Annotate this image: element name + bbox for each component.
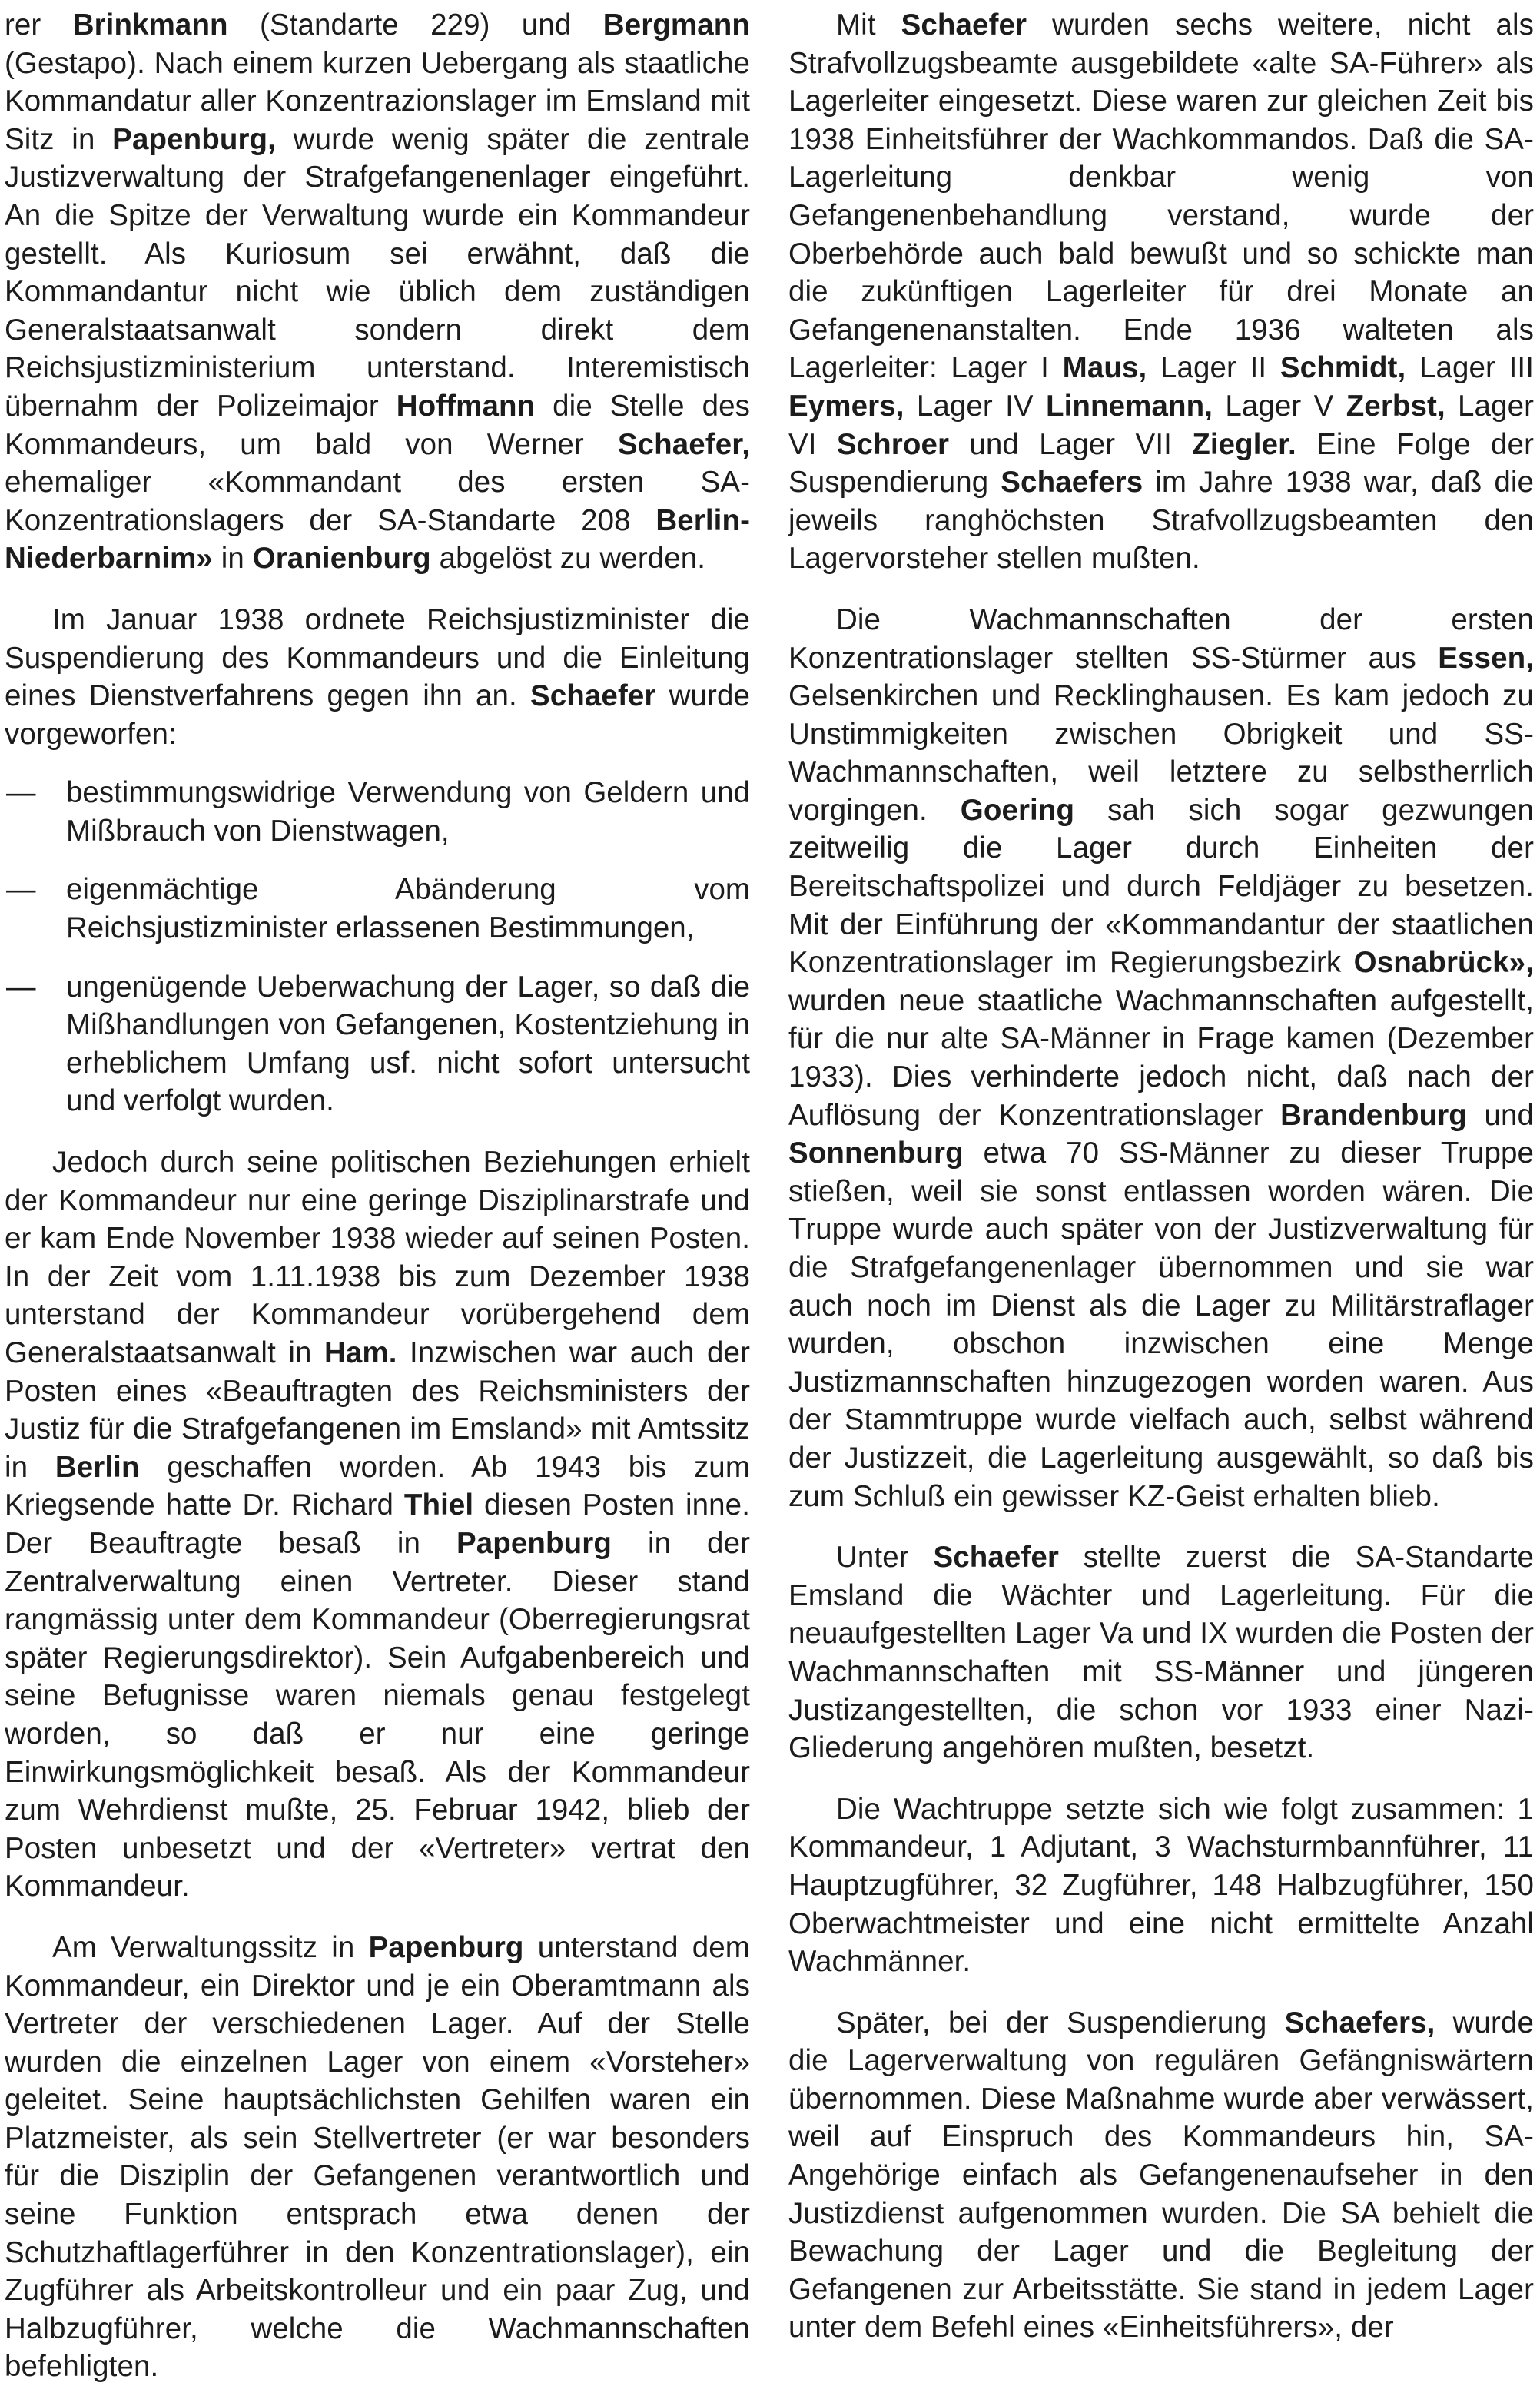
text-run: wurden neue staatliche Wachmannschaften aufgestellt, für die nur alte SA-Männer in Frage kamen (Dezember 1933). Dies verhinderte jedoch nicht, daß nach der Auflösung der Konzentrationslager xyxy=(788,984,1534,1132)
bold-name-run: Essen, xyxy=(1438,641,1534,675)
text-run: im Jahre 1938 war, daß die jeweils ranghöchsten Strafvollzugsbeamten den Lagervorsteher stellen mußten. xyxy=(788,466,1534,576)
bold-name-run: Papenburg xyxy=(456,1526,612,1560)
bold-name-run: Sonnenburg xyxy=(788,1137,964,1170)
text-run: Lager IV xyxy=(904,389,1046,423)
text-run: stellte zuerst die SA-Standarte Emsland die Wächter und Lagerleitung. Für die neuaufgestellten Lager Va und IX wurden die Posten der Wachmannschaften mit SS-Männer und jüngeren Justizangestellten, die schon vor 1933 einer Nazi-Gliederung angehören mußten, besetzt. xyxy=(788,1541,1535,1765)
dash-marker: — xyxy=(6,873,36,907)
text-run: und xyxy=(1466,1098,1535,1132)
bold-name-run: Brandenburg xyxy=(1280,1098,1467,1132)
text-run: Lager II xyxy=(1147,351,1280,385)
text-run: geschaffen worden. Ab 1943 bis zum Kriegsende hatte Dr. Richard xyxy=(5,1450,750,1522)
text-run: Lager V xyxy=(1213,389,1346,423)
paragraph xyxy=(5,1143,750,1906)
list-item-text: bestimmungswidrige Verwendung von Geldern und Mißbrauch von Dienstwagen, xyxy=(66,776,750,848)
left-column xyxy=(5,6,750,2386)
text-run: wurde die Lagerverwaltung von regulären Gefängniswärtern übernommen. Diese Maßnahme wurde aber verwässert, weil auf Einspruch des Kommandeurs hin, SA-Angehörige einfach als Gefangenenaufseher in den Justizdienst aufgenommen wurden. Die SA behielt die Bewachung der Lager und die Begleitung der Gefangenen zur Arbeitsstätte. Sie stand in jedem Lager unter dem Befehl eines «Einheitsführers», der xyxy=(788,2006,1534,2345)
text-run: etwa 70 SS-Männer zu dieser Truppe stießen, weil sie sonst entlassen worden wären. Die Truppe wurde auch später von der Justizverwaltung für die Strafgefangenenlager übernommen und sie war auch noch im Dienst als die Lager zu Militärstraflager wurden, obschon inzwischen eine Menge Justizmannschaften hinzugezogen worden waren. Aus der Stammtruppe wurde vielfach auch, selbst während der Justizzeit, die Lagerleitung ausgewählt, so daß bis zum Schluß ein gewisser KZ-Geist erhalten blieb. xyxy=(788,1137,1534,1513)
paragraph xyxy=(5,6,750,578)
bold-name-run: Ziegler. xyxy=(1192,427,1296,461)
accusation-list xyxy=(5,774,750,1120)
text-run: Unter xyxy=(836,1541,934,1575)
bold-name-run: Eymers, xyxy=(788,389,904,423)
text-run: Mit xyxy=(836,8,901,41)
text-run: (Gestapo). Nach einem kurzen Uebergang als staatliche Kommandatur aller Konzentrazionslager im Emsland mit Sitz in xyxy=(5,46,750,156)
text-run: wurden sechs weitere, nicht als Strafvollzugsbeamte ausgebildete «alte SA-Führer» als Lagerleiter eingesetzt. Diese waren zur gleichen Zeit bis 1938 Einheitsführer der Wachkommandos. Daß die SA-Lagerleitung denkbar wenig von Gefangenenbehandlung verstand, wurde der Oberbehörde auch bald bewußt und so schickte man die zukünftigen Lagerleiter für drei Monate an Gefangenenanstalten. Ende 1936 walteten als Lagerleiter: Lager I xyxy=(788,8,1535,385)
bold-name-run: Oranienburg xyxy=(252,542,431,576)
bold-name-run: Schaefer xyxy=(530,679,656,713)
bold-name-run: Thiel xyxy=(403,1488,474,1522)
text-run: ehemaliger «Kommandant des ersten SA-Konzentrationslagers der SA-Standarte 208 xyxy=(5,466,750,537)
text-run: wurde vorgeworfen: xyxy=(5,679,750,751)
text-run: diesen Posten inne. Der Beauftragte besaß in xyxy=(5,1488,750,1560)
text-run: Im Januar 1938 ordnete Reichsjustizminister die Suspendierung des Kommandeurs und die Einleitung eines Dienstverfahrens gegen ihn an. xyxy=(5,602,750,713)
paragraph xyxy=(788,601,1534,1515)
bold-name-run: Schaefer xyxy=(901,8,1027,41)
list-item xyxy=(5,968,750,1120)
text-run: Die Wachtruppe setzte sich wie folgt zusammen: 1 Kommandeur, 1 Adjutant, 3 Wachsturmbannführer, 11 Hauptzugführer, 32 Zugführer, 148 Halbzugführer, 150 Oberwachtmeister und eine nicht ermittelte Anzahl Wachmänner. xyxy=(788,1792,1534,1979)
bold-name-run: Papenburg xyxy=(368,1930,524,1964)
bold-name-run: Schroer xyxy=(836,427,950,461)
text-run: sah sich sogar gezwungen zeitweilig die Lager durch Einheiten der Bereitschaftspolizei und durch Feldjäger zu besetzen. Mit der Einführung der «Kommandantur der staatlichen Konzentrationslager im Regierungsbezirk xyxy=(788,793,1534,980)
text-run: abgelöst zu werden. xyxy=(430,542,706,576)
paragraph xyxy=(5,1929,750,2386)
list-item-text: eigenmächtige Abänderung vom Reichsjustizminister erlassenen Bestimmungen, xyxy=(66,873,750,945)
paragraph xyxy=(788,1790,1534,1981)
bold-name-run: Goering xyxy=(960,793,1075,827)
bold-name-run: Berlin xyxy=(55,1450,140,1484)
text-run: wurde wenig später die zentrale Justizverwaltung der Strafgefangenenlager eingeführt. An die Spitze der Verwaltung wurde ein Kommandeur gestellt. Als Kuriosum sei erwähnt, daß die Kommandantur nicht wie üblich dem zuständigen Generalstaatsanwalt sondern direkt dem Reichsjustizministerium unterstand. Interemistisch übernahm der Polizeimajor xyxy=(5,122,751,423)
list-item-text: ungenügende Ueberwachung der Lager, so daß die Mißhandlungen von Gefangenen, Kostentziehung in erheblichem Umfang usf. nicht sofort untersucht und verfolgt wurden. xyxy=(66,970,750,1118)
text-run: und Lager VII xyxy=(949,427,1193,461)
text-run: Eine Folge der Suspendierung xyxy=(788,427,1534,499)
text-run: Lager III xyxy=(1406,351,1535,385)
bold-name-run: Papenburg, xyxy=(112,122,276,156)
bold-name-run: Bergmann xyxy=(602,8,750,41)
text-run: in xyxy=(212,542,253,576)
bold-name-run: Brinkmann xyxy=(72,8,228,41)
text-run: Gelsenkirchen und Recklinghausen. Es kam jedoch zu Unstimmigkeiten zwischen Obrigkeit und SS-Wachmannschaften, weil letztere zu selbstherrlich vorgingen. xyxy=(788,679,1534,827)
bold-name-run: Hoffmann xyxy=(396,389,536,423)
bold-name-run: Linnemann, xyxy=(1045,389,1213,423)
dash-marker: — xyxy=(6,970,36,1004)
paragraph xyxy=(788,2004,1534,2347)
list-item xyxy=(5,871,750,947)
paragraph xyxy=(788,1538,1534,1767)
paragraph xyxy=(5,601,750,753)
text-run: Die Wachmannschaften der ersten Konzentrationslager stellten SS-Stürmer aus xyxy=(788,602,1534,675)
text-run: Später, bei der Suspendierung xyxy=(836,2006,1285,2039)
text-run: Lager VI xyxy=(788,389,1535,461)
text-run: Jedoch durch seine politischen Beziehungen erhielt der Kommandeur nur eine geringe Disziplinarstrafe und er kam Ende November 1938 wieder auf seinen Posten. In der Zeit vom 1.11.1938 bis zum Dezember 1938 unterstand der Kommandeur vorübergehend dem Generalstaatsanwalt in xyxy=(5,1146,750,1369)
bold-name-run: Schaefers xyxy=(1001,466,1143,499)
bold-name-run: Ham. xyxy=(324,1336,397,1369)
text-run: die Stelle des Kommandeurs, um bald von Werner xyxy=(5,389,750,461)
bold-name-run: Schaefer, xyxy=(617,427,750,461)
right-column xyxy=(788,6,1534,2347)
bold-name-run: Zerbst, xyxy=(1346,389,1445,423)
paragraph xyxy=(788,6,1534,578)
bold-name-run: Osnabrück», xyxy=(1353,946,1534,980)
bold-name-run: Schaefer xyxy=(933,1541,1059,1575)
bold-name-run: Schaefers, xyxy=(1284,2006,1435,2039)
text-run: Inzwischen war auch der Posten eines «Beauftragten des Reichsministers der Justiz für die Strafgefangenen im Emsland» mit Amtssitz in xyxy=(5,1336,750,1484)
bold-name-run: Berlin-Niederbarnim» xyxy=(5,503,750,576)
bold-name-run: Maus, xyxy=(1062,351,1147,385)
dash-marker: — xyxy=(6,776,36,810)
list-item xyxy=(5,774,750,850)
text-run: (Standarte 229) und xyxy=(227,8,603,41)
bold-name-run: Schmidt, xyxy=(1279,351,1406,385)
text-run: Am Verwaltungssitz in xyxy=(52,1930,369,1964)
text-run: in der Zentralverwaltung einen Vertreter. Dieser stand rangmässig unter dem Kommandeur (Oberregierungsrat später Regierungsdirektor). Sein Aufgabenbereich und seine Befugnisse waren niemals genau festgelegt worden, so daß er nur eine geringe Einwirkungsmöglichkeit besaß. Als der Kommandeur zum Wehrdienst mußte, 25. Februar 1942, blieb der Posten unbesetzt und der «Vertreter» vertrat den Kommandeur. xyxy=(5,1526,751,1903)
text-run: unterstand dem Kommandeur, ein Direktor und je ein Oberamtmann als Vertreter der verschiedenen Lager. Auf der Stelle wurden die einzelnen Lager von einem «Vorsteher» geleitet. Seine hauptsächlichsten Gehilfen waren ein Platzmeister, als sein Stellvertreter (er war besonders für die Disziplin der Gefangenen verantwortlich und seine Funktion entsprach etwa denen der Schutzhaftlagerführer in den Konzentrationslager), ein Zugführer als Arbeitskontrolleur und ein paar Zug, und Halbzugführer, welche die Wachmannschaften befehligten. xyxy=(5,1930,750,2384)
text-run: rer xyxy=(5,8,73,41)
